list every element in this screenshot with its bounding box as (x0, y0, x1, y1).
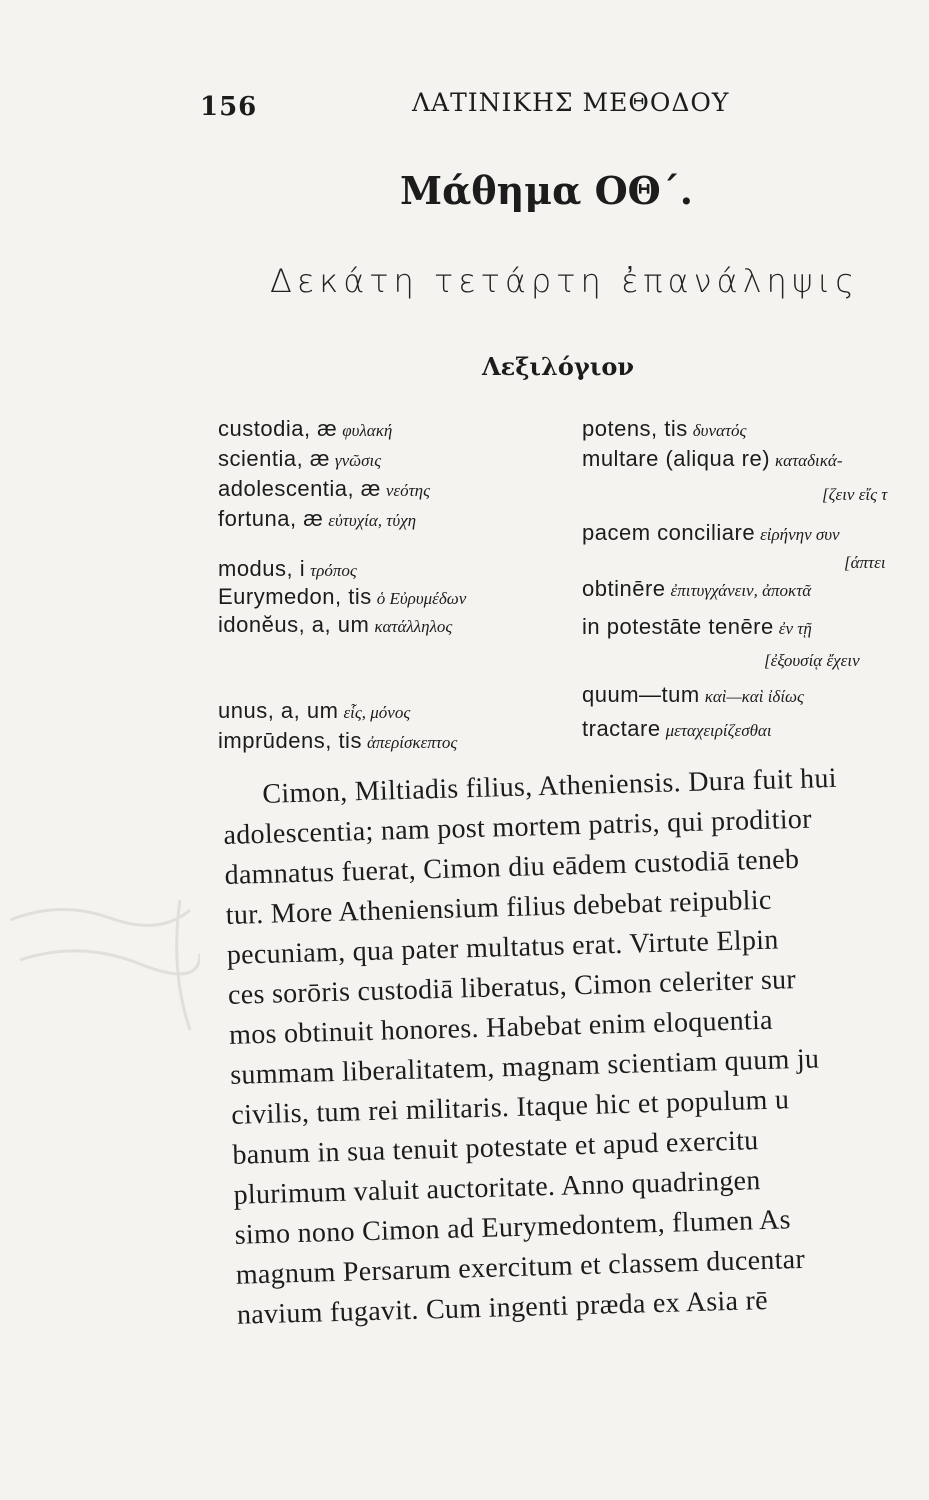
vocabulary-left-column (218, 418, 578, 798)
vocab-entry (218, 730, 457, 752)
lesson-title: Μάθημα ΟΘ΄. (400, 168, 693, 213)
latin-term: Eurymedon, tis (218, 584, 372, 609)
greek-gloss: ἐν τῇ (778, 619, 812, 638)
vocab-entry (218, 478, 430, 500)
greek-gloss: ὁ Εὐρυμέδων (376, 589, 467, 608)
vocab-entry (582, 684, 804, 706)
vocab-entry (582, 718, 772, 740)
latin-term: modus, i (218, 556, 306, 581)
greek-gloss: γνῶσις (334, 451, 382, 470)
latin-term: multare (aliqua re) (582, 446, 771, 471)
greek-gloss: καταδικά- (775, 451, 843, 470)
greek-gloss: κατάλληλος (374, 617, 453, 636)
passage-line: pecuniam, qua pater multatus erat. Virtute Elpin (226, 924, 779, 971)
passage-line: tur. More Atheniensium filius debebat reipublic (225, 884, 773, 931)
latin-term: potens, tis (582, 416, 688, 441)
greek-gloss: δυνατός (692, 421, 747, 440)
greek-gloss: εἷς, μόνος (343, 703, 411, 722)
page-number: 156 (200, 92, 258, 122)
passage-line: summam liberalitatem, magnam scientiam quum ju (229, 1043, 820, 1091)
vocab-entry (218, 558, 357, 580)
greek-gloss: ἀπερίσκεπτος (366, 733, 458, 752)
vocab-entry (218, 508, 416, 530)
greek-gloss: [ζειν εἴς τ (822, 485, 888, 504)
latin-term: in potestāte tenēre (582, 614, 774, 639)
greek-gloss: τρόπος (310, 561, 357, 580)
vocab-entry (582, 522, 840, 544)
latin-term: fortuna, æ (218, 506, 324, 531)
latin-term: adolescentia, æ (218, 476, 381, 501)
vocab-continuation (844, 552, 886, 572)
vocab-continuation (822, 484, 887, 504)
bleed-through-mark (0, 880, 200, 1040)
passage-line: ces sorōris custodiā liberatus, Cimon celeriter sur (227, 964, 797, 1011)
vocab-entry (582, 448, 842, 470)
vocabulary-right-column (582, 412, 929, 792)
vocab-entry (582, 616, 812, 638)
vocab-entry (218, 418, 392, 440)
greek-gloss: εὐτυχία, τύχη (328, 511, 417, 530)
lesson-subtitle: Δεκάτη τετάρτη ἐπανάληψις (270, 262, 860, 300)
vocab-entry (582, 578, 811, 600)
latin-term: imprūdens, tis (218, 728, 362, 753)
latin-term: tractare (582, 716, 661, 741)
greek-gloss: [άπτει (844, 553, 886, 572)
latin-term: unus, a, um (218, 698, 339, 723)
passage-line: simo nono Cimon ad Eurymedontem, flumen As (234, 1204, 792, 1251)
greek-gloss: καὶ—καὶ ἰδίως (704, 687, 804, 706)
latin-term: scientia, æ (218, 446, 330, 471)
greek-gloss: μεταχειρίζεσθαι (665, 721, 772, 740)
latin-term: quum—tum (582, 682, 700, 707)
vocab-entry (582, 418, 746, 440)
greek-gloss: εἰρήνην συν (760, 525, 840, 544)
passage-line: banum in sua tenuit potestate et apud exercitu (232, 1125, 759, 1171)
vocabulary-heading: Λεξιλόγιον (482, 352, 634, 381)
latin-term: custodia, æ (218, 416, 338, 441)
vocab-entry (218, 586, 466, 608)
passage-line: navium fugavit. Cum ingenti præda ex Asia rē (236, 1284, 769, 1331)
passage-line: magnum Persarum exercitum et classem ducentar (235, 1243, 806, 1291)
latin-term: obtinēre (582, 576, 666, 601)
vocab-entry (218, 448, 381, 470)
running-head: ΛΑΤΙΝΙΚΗΣ ΜΕΘΟΔΟΥ (412, 88, 730, 117)
latin-term: idonĕus, a, um (218, 612, 370, 637)
greek-gloss: νεότης (385, 481, 430, 500)
passage-line: civilis, tum rei militaris. Itaque hic et populum u (230, 1084, 790, 1131)
passage-line: mos obtinuit honores. Habebat enim eloquentia (228, 1004, 774, 1051)
passage-line: adolescentia; nam post mortem patris, qui proditior (223, 803, 813, 851)
vocab-entry (218, 700, 410, 722)
passage-line: damnatus fuerat, Cimon diu eādem custodiā teneb (224, 843, 800, 891)
latin-term: pacem conciliare (582, 520, 756, 545)
greek-gloss: [ἐξουσίᾳ ἔχειν (764, 651, 860, 670)
passage-line: plurimum valuit auctoritate. Anno quadringen (233, 1165, 762, 1211)
vocab-entry (218, 614, 452, 636)
greek-gloss: ἐπιτυγχάνειν, ἀποκτᾶ (670, 581, 812, 600)
vocab-continuation (764, 650, 860, 670)
greek-gloss: φυλακή (342, 421, 393, 440)
passage-line: Cimon, Miltiadis filius, Atheniensis. Dura fuit hui (261, 762, 838, 810)
